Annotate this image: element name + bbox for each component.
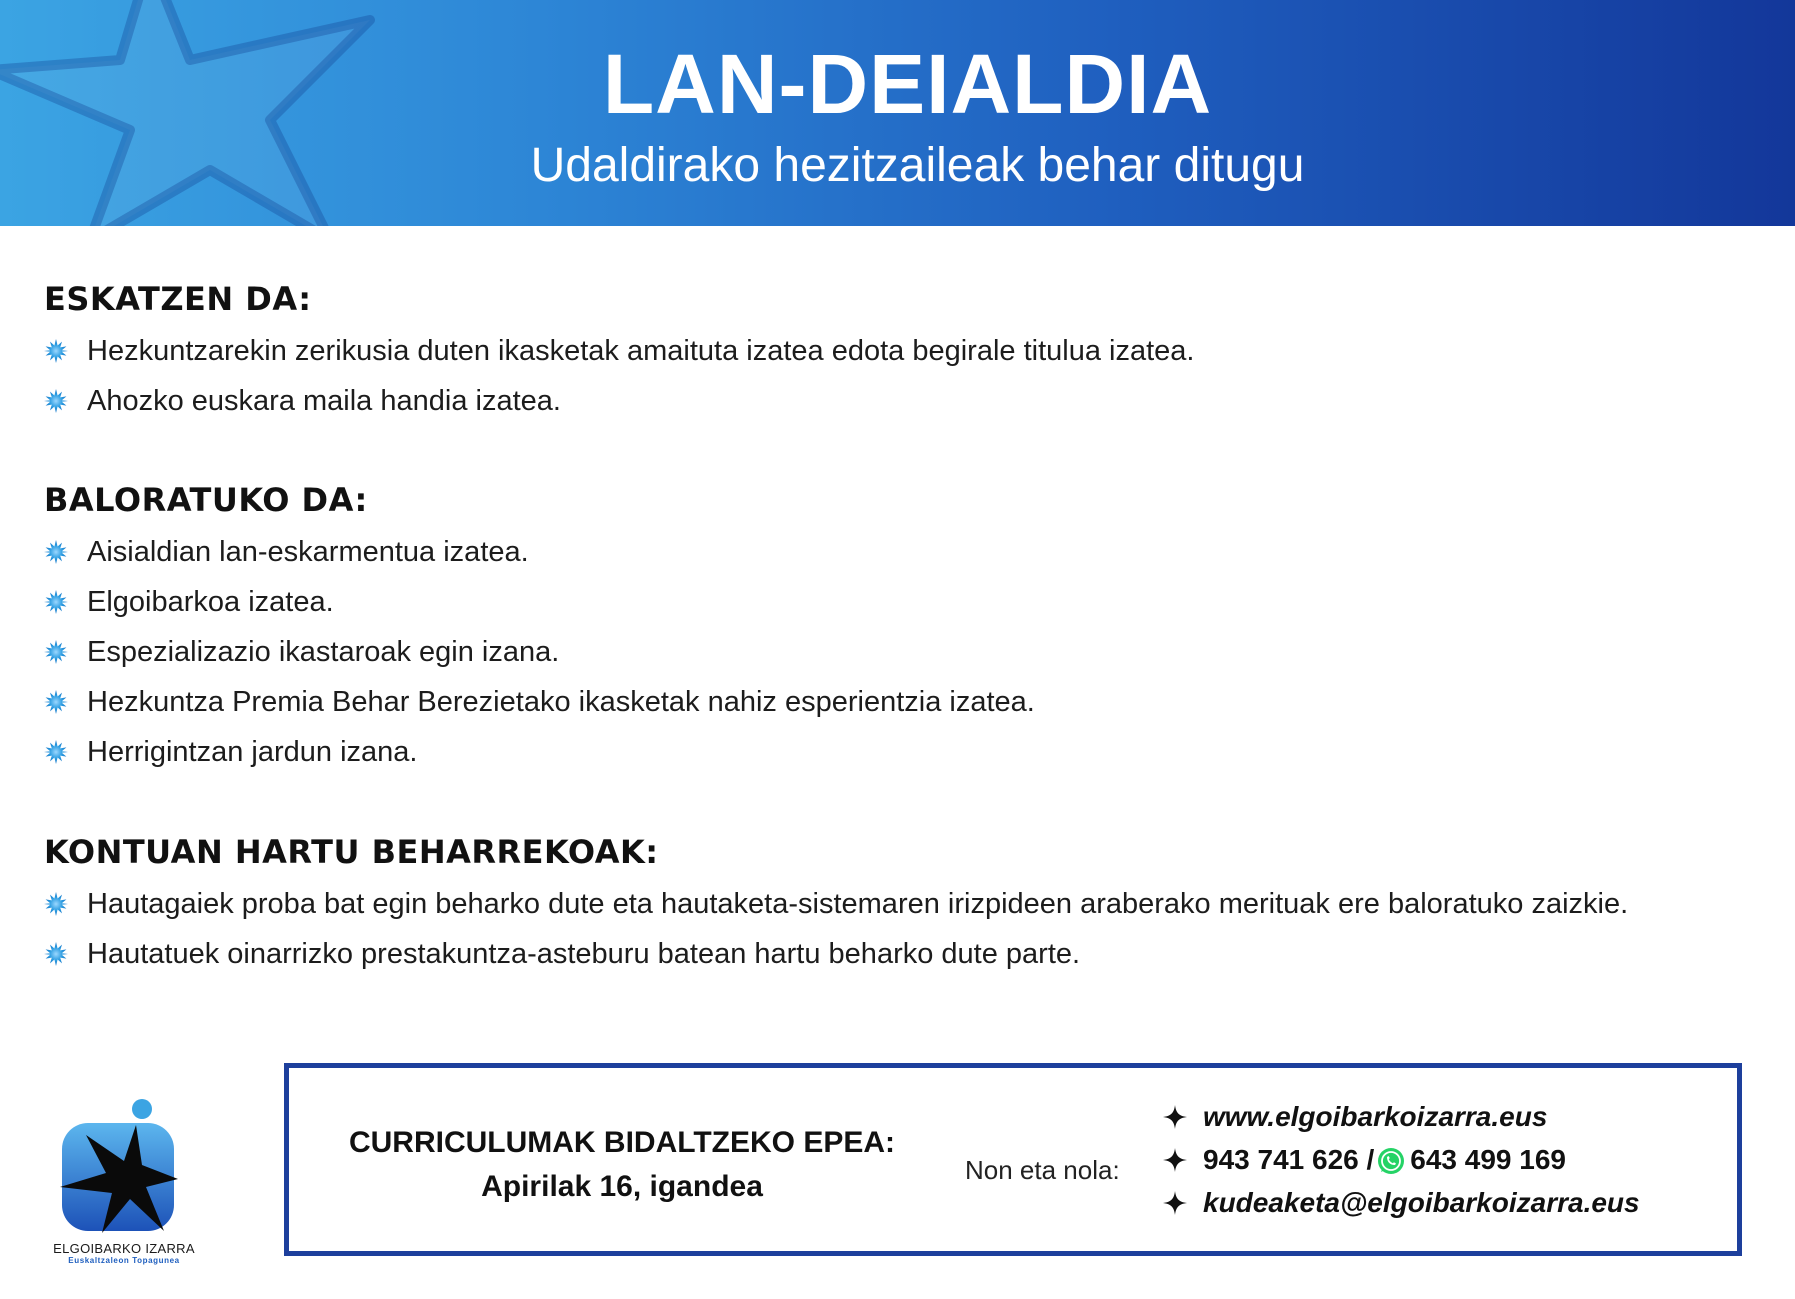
logo-name: ELGOIBARKO IZARRA [53, 1241, 195, 1256]
phone-line[interactable]: 943 741 626 / 643 499 169 [1163, 1140, 1566, 1180]
section-heading: KONTUAN HARTU BEHARREKOAK: [44, 833, 659, 871]
list-item: Herrigintzan jardun izana. [44, 727, 1764, 777]
sparkle-icon [1163, 1105, 1187, 1129]
sparkle-icon [1163, 1191, 1187, 1215]
section-heading: BALORATUKO DA: [44, 481, 368, 519]
whatsapp-icon [1376, 1146, 1406, 1176]
starburst-bullet-icon [44, 892, 68, 916]
list-item: Espezializazio ikastaroak egin izana. [44, 627, 1764, 677]
starburst-bullet-icon [44, 590, 68, 614]
sparkle-icon [1163, 1148, 1187, 1172]
section-eskatzen [44, 276, 1764, 426]
list-item: Hezkuntzarekin zerikusia duten ikasketak amaituta izatea edota begirale titulua izatea. [44, 326, 1764, 376]
organization-logo [44, 1095, 204, 1271]
section-kontuan [44, 829, 1764, 979]
logo-tagline: Euskaltzaleon Topagunea [68, 1256, 180, 1265]
starburst-bullet-icon [44, 690, 68, 714]
starburst-bullet-icon [44, 389, 68, 413]
starburst-bullet-icon [44, 740, 68, 764]
list-item: Aisialdian lan-eskarmentua izatea. [44, 527, 1764, 577]
starburst-bullet-icon [44, 339, 68, 363]
list-item: Elgoibarkoa izatea. [44, 577, 1764, 627]
header-banner [0, 0, 1795, 226]
email-link[interactable]: kudeaketa@elgoibarkoizarra.eus [1163, 1183, 1640, 1223]
page-subtitle: Udaldirako hezitzaileak behar ditugu [530, 139, 1305, 192]
page-title: LAN-DEIALDIA [602, 37, 1213, 131]
whatsapp-number: 643 499 169 [1410, 1144, 1566, 1175]
section-baloratuko [44, 477, 1764, 777]
deadline-label: CURRICULUMAK BIDALTZEKO EPEA: [348, 1126, 896, 1159]
section-heading: ESKATZEN DA: [44, 280, 312, 318]
deadline-date: Apirilak 16, igandea [481, 1170, 763, 1203]
list-item: Hautatuek oinarrizko prestakuntza-asteburu batean hartu beharko dute parte. [44, 929, 1764, 979]
website-link[interactable]: www.elgoibarkoizarra.eus [1163, 1097, 1547, 1137]
star-logo-icon [44, 1095, 204, 1241]
starburst-bullet-icon [44, 640, 68, 664]
list-item: Ahozko euskara maila handia izatea. [44, 376, 1764, 426]
starburst-bullet-icon [44, 942, 68, 966]
list-item: Hezkuntza Premia Behar Berezietako ikasketak nahiz esperientzia izatea. [44, 677, 1764, 727]
starburst-bullet-icon [44, 540, 68, 564]
where-label: Non eta nola: [965, 1155, 1120, 1185]
contact-box [284, 1063, 1742, 1256]
list-item: Hautagaiek proba bat egin beharko dute eta hautaketa-sistemaren irizpideen araberako merituak ere baloratuko zaizkie. [44, 879, 1764, 929]
